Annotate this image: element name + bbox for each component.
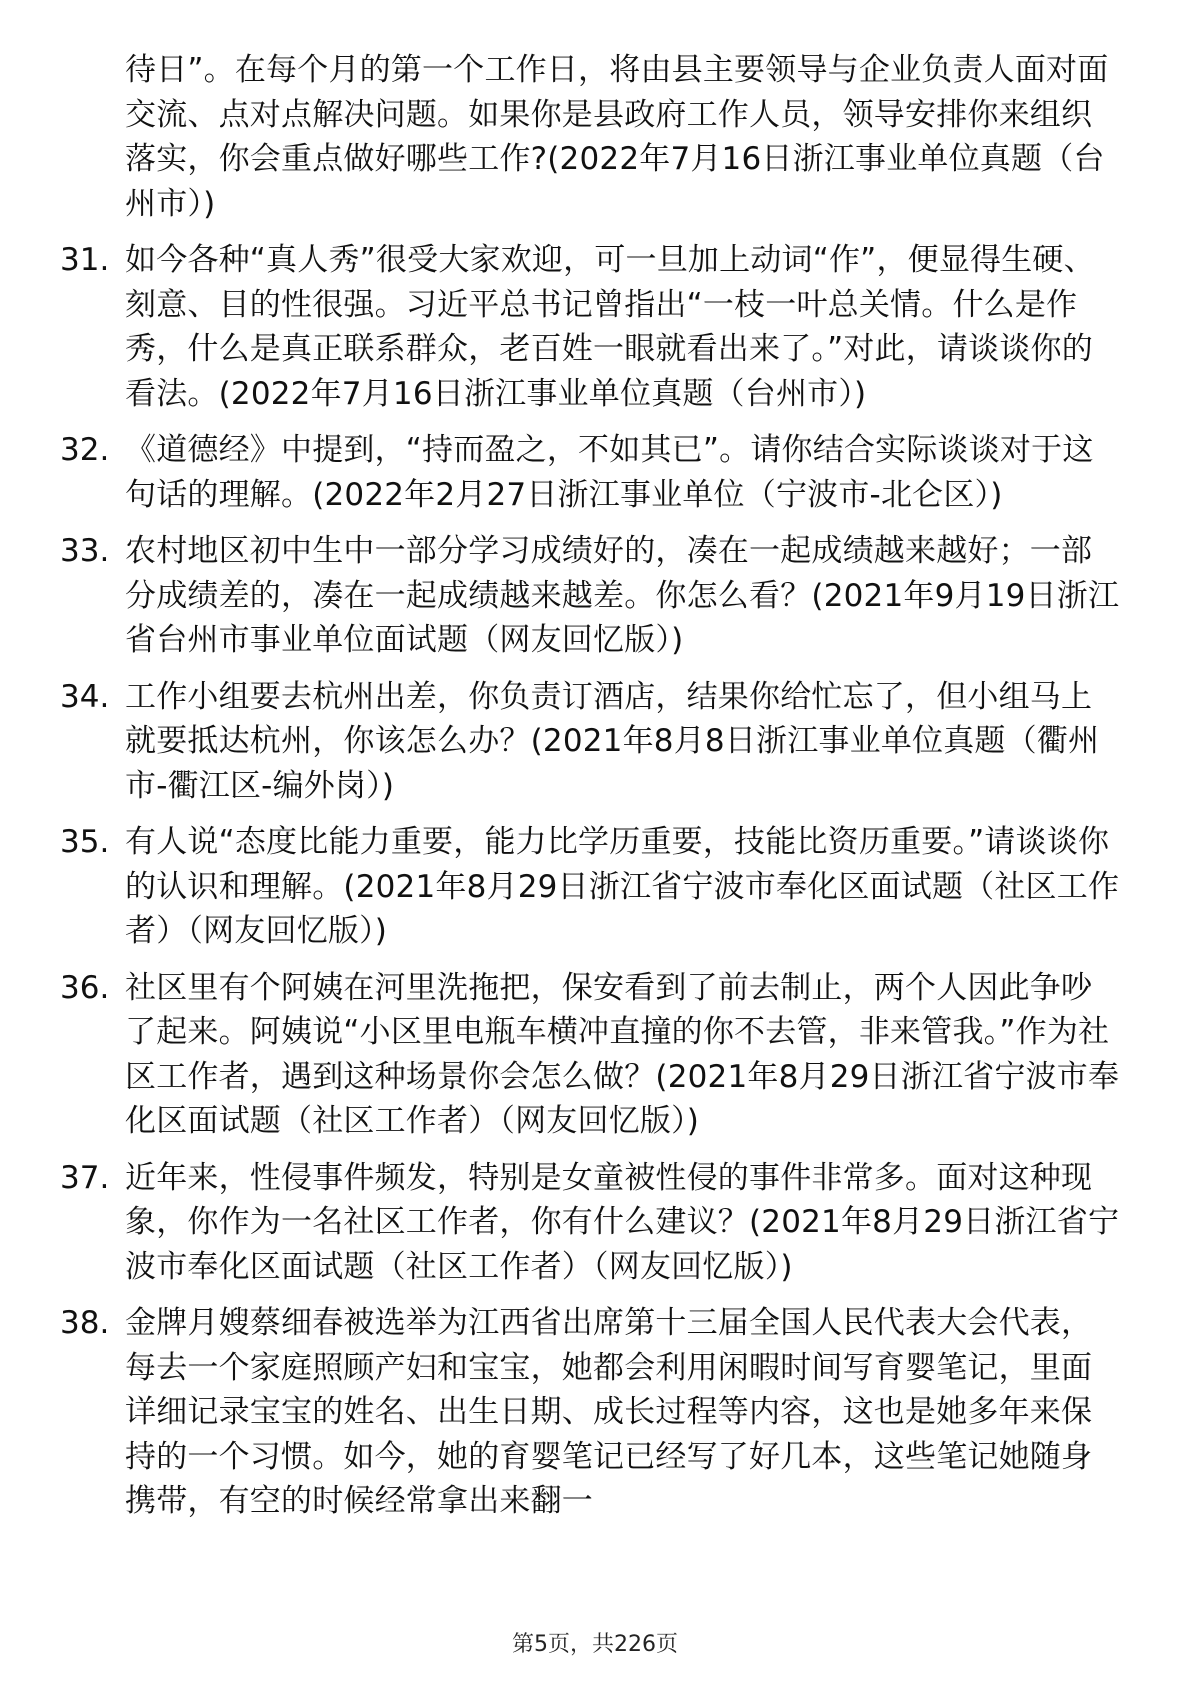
question-number: 32. [60,432,110,468]
list-item [60,1156,1120,1290]
page-number-footer: 第5页，共226页 [512,1632,678,1657]
list-item [60,966,1120,1144]
question-text: 金牌月嫂蔡细春被选举为江西省出席第十三届全国人民代表大会代表，每去一个家庭照顾产妇和宝宝，她都会利用闲暇时间写育婴笔记，里面详细记录宝宝的姓名、出生日期、成长过程等内容，这也是她多年来保持的一个习惯。如今，她的育婴笔记已经写了好几本，这些笔记她随身携带，有空的时候经常拿出来翻一 [125,1305,1093,1519]
list-item [60,529,1120,663]
question-text: 近年来，性侵事件频发，特别是女童被性侵的事件非常多。面对这种现象，你作为一名社区工作者，你有什么建议？(2021年8月29日浙江省宁波市奉化区面试题（社区工作者）（网友回忆版）) [125,1159,1120,1285]
question-number: 35. [60,824,110,860]
question-number: 34. [60,678,110,715]
list-item [60,238,1120,416]
question-text: 农村地区初中生中一部分学习成绩好的，凑在一起成绩越来越好；一部分成绩差的，凑在一起成绩越来越差。你怎么看？(2021年9月19日浙江省台州市事业单位面试题（网友回忆版）) [125,533,1120,658]
list-item [60,428,1120,517]
question-number: 31. [60,242,110,278]
question-text: 如今各种“真人秀”很受大家欢迎，可一旦加上动词“作”，便显得生硬、刻意、目的性很强。习近平总书记曾指出“一枝一叶总关情。什么是作秀，什么是真正联系群众，老百姓一眼就看出来了。”对此，请谈谈你的看法。(2022年7月16日浙江事业单位真题（台州市）) [125,242,1095,412]
question-number: 38. [60,1305,110,1341]
list-item [60,675,1120,809]
list-item [60,48,1120,226]
question-text: 有人说“态度比能力重要，能力比学历重要，技能比资历重要。”请谈谈你的认识和理解。(2021年8月29日浙江省宁波市奉化区面试题（社区工作者）（网友回忆版）) [125,824,1120,949]
question-list [60,48,1120,1536]
question-number: 36. [60,969,110,1006]
question-text: 社区里有个阿姨在河里洗拖把，保安看到了前去制止，两个人因此争吵了起来。阿姨说“小区里电瓶车横冲直撞的你不去管，非来管我。”作为社区工作者，遇到这种场景你会怎么做？(2021年8月29日浙江省宁波市奉化区面试题（社区工作者）（网友回忆版）) [125,969,1120,1139]
question-number: 33. [60,533,110,569]
question-text: 《道德经》中提到，“持而盈之，不如其已”。请你结合实际谈谈对于这句话的理解。(2022年2月27日浙江事业单位（宁波市-北仑区）) [125,432,1094,513]
question-text: 待日”。在每个月的第一个工作日，将由县主要领导与企业负责人面对面交流、点对点解决问题。如果你是县政府工作人员，领导安排你来组织落实，你会重点做好哪些工作?(2022年7月16日浙江事业单位真题（台州市）) [125,52,1109,222]
list-item [60,820,1120,954]
question-number: 37. [60,1159,110,1196]
list-item [60,1301,1120,1524]
question-text: 工作小组要去杭州出差，你负责订酒店，结果你给忙忘了，但小组马上就要抵达杭州，你该怎么办？(2021年8月8日浙江事业单位真题（衢州市-衢江区-编外岗）) [125,678,1100,804]
